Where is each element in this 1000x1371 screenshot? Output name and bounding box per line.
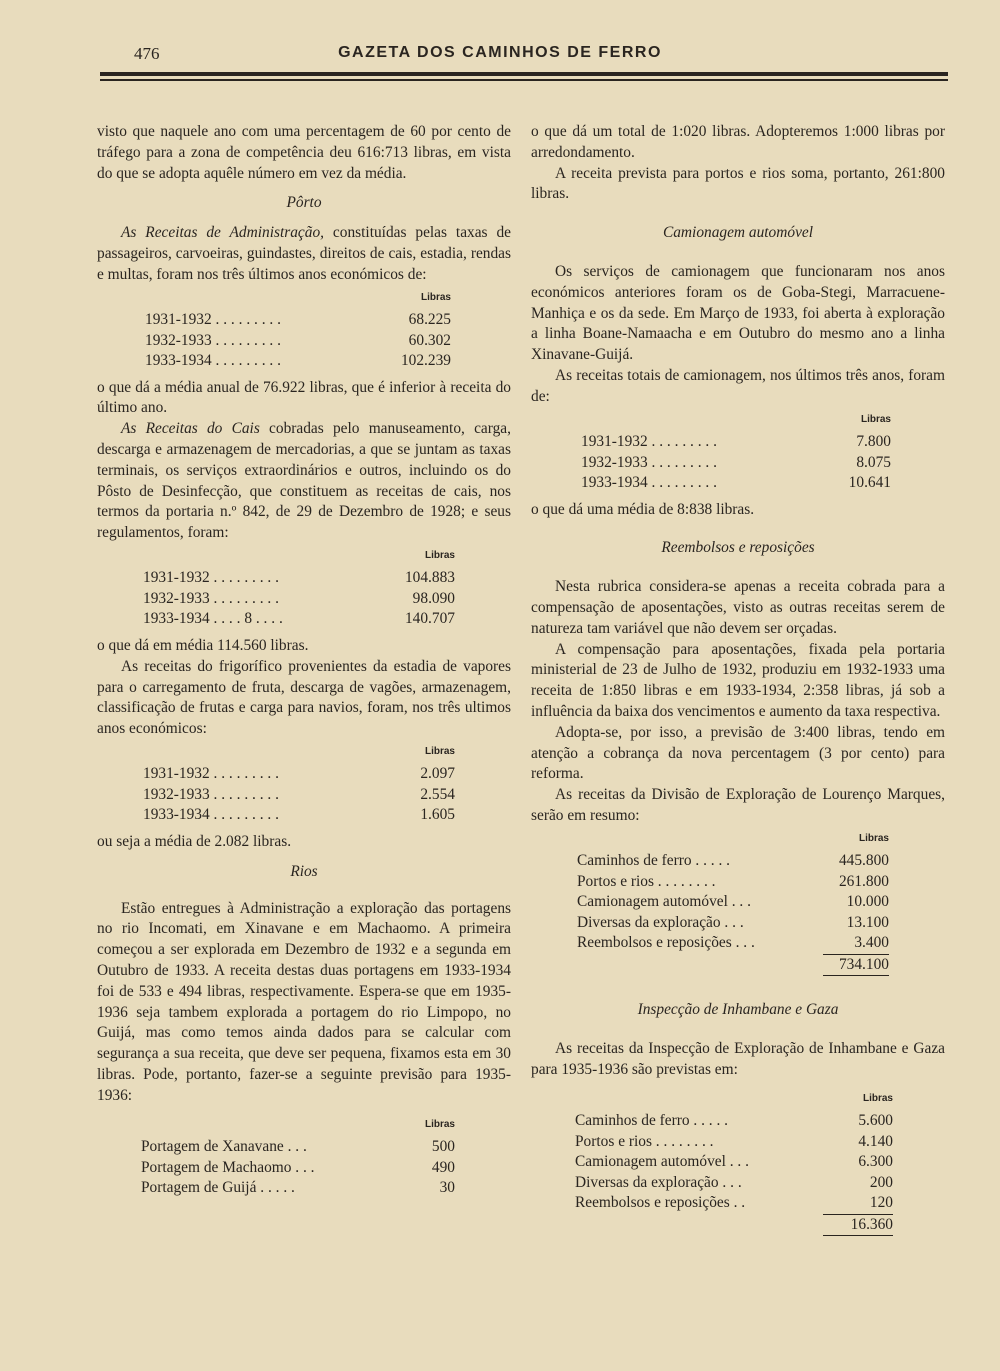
row-label: Camionagem automóvel . . . xyxy=(575,1153,749,1171)
paragraph: A receita prevista para portos e rios soma, portanto, 261:800 libras. xyxy=(531,164,945,203)
masthead-title: GAZETA DOS CAMINHOS DE FERRO xyxy=(338,44,662,61)
row-value: 1.605 xyxy=(420,806,455,824)
paragraph: o que dá em média 114.560 libras. xyxy=(97,636,309,654)
row-value: 102.239 xyxy=(400,352,451,370)
table-row xyxy=(145,310,451,331)
paragraph: Adopta-se, por isso, a previsão de 3:400 libras, tendo em atenção a cobrança da nova percentagem (3 por cento) para reforma. xyxy=(531,723,945,783)
paragraph: As receitas da Divisão de Exploração de Lourenço Marques, serão em resumo: xyxy=(531,786,945,824)
table-admin xyxy=(145,288,451,372)
paragraph-text: constituídas pelas taxas de passageiros, carvoeiras, guindastes, direitos de cais, estadia, rendas e multas, foram nos três últimos anos económicos de: xyxy=(97,224,511,283)
table-cais xyxy=(143,546,455,630)
section-heading-reembolsos: Reembolsos e reposições xyxy=(661,539,815,557)
row-value: 30 xyxy=(439,1179,455,1196)
table-row xyxy=(575,1193,893,1214)
row-label: 1932-1933 . . . . . . . . . xyxy=(143,589,279,607)
unit-label: Libras xyxy=(424,549,455,561)
table-row xyxy=(575,1173,893,1194)
table-row xyxy=(143,568,455,589)
paragraph-text: cobradas pelo manuseamento, carga, descarga e armazenagem de mercadorias, a que se juntam as taxas terminais, os serviços extraordinários e outros, incluindo os do Pôsto de Desinfecção, que constituem as receitas de cais, nos termos da portaria n.º 842, de 29 de Dezembro de 1928; e seus regulamentos, foram: xyxy=(97,420,511,542)
table-row xyxy=(575,1132,893,1153)
row-label: 1931-1932 . . . . . . . . . xyxy=(143,765,279,783)
table-row xyxy=(575,1111,893,1132)
paragraph xyxy=(97,419,511,544)
total-value: 16.360 xyxy=(823,1214,893,1236)
table-row xyxy=(581,453,891,474)
row-label: 1932-1933 . . . . . . . . . xyxy=(581,453,717,471)
row-label: Portagem de Machaomo . . . xyxy=(141,1158,315,1176)
unit-label: Libras xyxy=(860,413,891,425)
table-rios xyxy=(141,1115,455,1199)
table-row xyxy=(581,432,891,453)
paragraph: o que dá um total de 1:020 libras. Adopteremos 1:000 libras por arredondamento. xyxy=(531,123,945,161)
paragraph: Os serviços de camionagem que funcionaram nos anos económicos anteriores foram os de Goba-Stegi, Marracuene-Manhiça e os da sede. Em Março de 1933, foi aberta à exploração a linha Boane-Namaacha e em Outubro do mesmo ano a linha Xinavane-Guijá. xyxy=(531,262,945,364)
total-value: 734.100 xyxy=(823,954,889,976)
table-row xyxy=(141,1137,455,1158)
row-value: 4.140 xyxy=(858,1132,893,1150)
table-inhambane-gaza xyxy=(575,1089,893,1237)
row-value: 445.800 xyxy=(838,852,889,870)
paragraph: o que dá a média anual de 76.922 libras, que é inferior à receita do último ano. xyxy=(97,378,511,417)
row-value: 500 xyxy=(431,1138,455,1155)
row-label: 1933-1934 . . . . 8 . . . . xyxy=(143,610,283,628)
table-row xyxy=(141,1178,455,1199)
table-row xyxy=(575,1152,893,1173)
row-value: 490 xyxy=(431,1158,455,1176)
row-value: 200 xyxy=(869,1173,893,1191)
table-row xyxy=(577,892,889,913)
row-value: 3.400 xyxy=(854,934,889,952)
row-value: 8.075 xyxy=(856,453,891,471)
row-label: Caminhos de ferro . . . . . xyxy=(577,852,731,870)
section-heading-camionagem: Camionagem automóvel xyxy=(662,224,814,242)
paragraph: As receitas do frigorífico provenientes da estadia de vapores para o carregamento de fruta, descarga de vagões, armazenagem, classificação de frutas e carga para navios, foram, nos três ultimos anos económicos: xyxy=(97,657,511,738)
row-label: 1932-1933 . . . . . . . . . xyxy=(143,785,279,803)
row-value: 13.100 xyxy=(846,913,889,931)
row-label: Portos e rios . . . . . . . . xyxy=(575,1132,714,1150)
unit-label: Libras xyxy=(420,291,451,303)
section-heading-porto: Pôrto xyxy=(286,194,322,212)
page-number: 476 xyxy=(134,44,160,63)
unit-label: Libras xyxy=(424,1118,455,1130)
row-label: Portagem de Xanavane . . . xyxy=(141,1138,307,1155)
table-row xyxy=(145,331,451,352)
table-total-row xyxy=(575,1214,893,1236)
paragraph: visto que naquele ano com uma percentagem de 60 por cento de tráfego para a zona de competência deu 616:713 libras, em vista do que se adopta aquêle número em vez da média. xyxy=(97,123,511,182)
row-label: Reembolsos e reposições . . xyxy=(575,1194,746,1212)
table-total-row xyxy=(577,954,889,976)
table-row xyxy=(141,1158,455,1179)
section-heading-rios: Rios xyxy=(290,862,318,880)
row-value: 104.883 xyxy=(404,569,455,587)
table-row xyxy=(145,351,451,372)
row-value: 2.097 xyxy=(420,765,455,783)
header-rule-thick xyxy=(100,72,948,76)
table-row xyxy=(143,609,455,630)
unit-label: Libras xyxy=(858,832,889,844)
table-row xyxy=(143,764,455,785)
row-label: 1931-1932 . . . . . . . . . xyxy=(143,569,279,587)
paragraph: Estão entregues à Administração a exploração das portagens no rio Incomati, em Xinavane e em Machaomo. A primeira começou a ser explorada em Dezembro de 1932 e a segunda em Outubro de 1933. A receita destas duas portagens em 1933-1934 foi de 533 e 494 libras, respectivamente. Espera-se que em 1935-1936 seja tambem explorada a portagem do rio Limpopo, no Guijá, mas como temos ainda dados para se calcular com segurança a sua receita, que deve ser pequena, fixamos esta em 30 libras. Pode, portanto, fazer-se a seguinte previsão para 1935-1936: xyxy=(97,899,511,1104)
row-label: 1931-1932 . . . . . . . . . xyxy=(581,433,717,451)
left-column xyxy=(97,122,511,1205)
row-label: 1933-1934 . . . . . . . . . xyxy=(145,352,281,370)
row-label: Diversas da exploração . . . xyxy=(577,913,744,931)
row-value: 10.641 xyxy=(848,474,891,492)
paragraph: A compensação para aposentações, fixada pela portaria ministerial de 23 de Julho de 1932, produziu em 1932-1933 uma receita de 1:850 libras e em 1933-1934, 2:358 libras, já sob a influência da baixa dos vencimentos e aumento da taxa respectiva. xyxy=(531,640,945,720)
table-row xyxy=(577,851,889,872)
paragraph: Nesta rubrica considera-se apenas a receita cobrada para a compensação de aposentações, visto as outras receitas serem de natureza tam variável que não devem ser orçadas. xyxy=(531,578,945,637)
row-value: 60.302 xyxy=(408,331,451,349)
unit-label: Libras xyxy=(424,745,455,757)
row-value: 6.300 xyxy=(858,1153,893,1171)
right-column xyxy=(531,122,945,1242)
table-row xyxy=(577,872,889,893)
row-label: Diversas da exploração . . . xyxy=(575,1173,742,1191)
section-heading-inspeccao: Inspecção de Inhambane e Gaza xyxy=(637,1001,839,1019)
paragraph: As receitas da Inspecção de Exploração de Inhambane e Gaza para 1935-1936 são previstas em: xyxy=(531,1040,945,1078)
row-label: 1932-1933 . . . . . . . . . xyxy=(145,331,281,349)
table-frigorifico xyxy=(143,742,455,826)
table-row xyxy=(581,473,891,494)
table-lourenco-marques xyxy=(577,829,889,977)
table-row xyxy=(577,913,889,934)
row-label: Portagem de Guijá . . . . . xyxy=(141,1179,295,1196)
row-value: 261.800 xyxy=(838,872,889,890)
row-value: 98.090 xyxy=(412,589,455,607)
row-value: 2.554 xyxy=(420,785,455,803)
row-label: Portos e rios . . . . . . . . xyxy=(577,872,716,890)
row-value: 7.800 xyxy=(856,433,891,451)
row-label: Camionagem automóvel . . . xyxy=(577,893,751,911)
row-value: 120 xyxy=(823,1193,893,1214)
table-camionagem xyxy=(581,410,891,494)
row-label: Reembolsos e reposições . . . xyxy=(577,934,755,952)
paragraph: As receitas totais de camionagem, nos últimos três anos, foram de: xyxy=(531,366,945,405)
italic-lead: As Receitas do Cais xyxy=(121,420,260,438)
row-label: 1933-1934 . . . . . . . . . xyxy=(581,474,717,492)
row-label: Caminhos de ferro . . . . . xyxy=(575,1112,729,1130)
unit-label: Libras xyxy=(862,1092,893,1104)
paragraph: o que dá uma média de 8:838 libras. xyxy=(531,500,755,518)
table-row xyxy=(143,805,455,826)
row-value: 140.707 xyxy=(404,610,455,628)
row-value: 10.000 xyxy=(846,893,889,911)
row-value: 68.225 xyxy=(408,311,451,329)
header-rule-thin xyxy=(100,79,948,81)
italic-lead: As Receitas de Administração, xyxy=(121,224,325,242)
row-value: 5.600 xyxy=(858,1112,893,1130)
table-row xyxy=(143,589,455,610)
row-label: 1931-1932 . . . . . . . . . xyxy=(145,311,281,329)
row-label: 1933-1934 . . . . . . . . . xyxy=(143,806,279,824)
table-row xyxy=(143,785,455,806)
paragraph xyxy=(97,223,511,285)
table-row xyxy=(577,933,889,954)
paragraph: ou seja a média de 2.082 libras. xyxy=(97,832,292,850)
